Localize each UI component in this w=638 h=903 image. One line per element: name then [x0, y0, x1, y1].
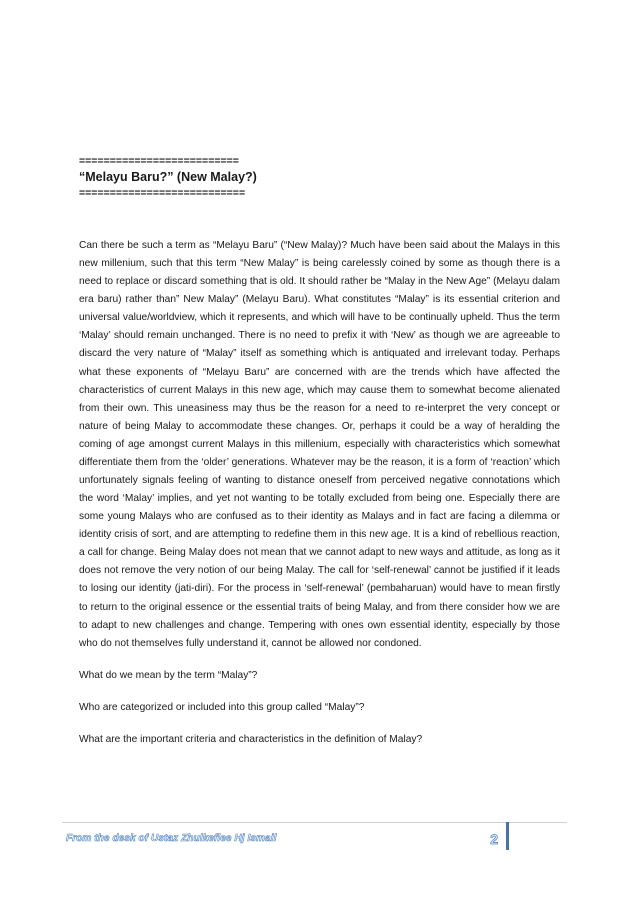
page-footer	[62, 822, 506, 851]
section-header	[79, 154, 379, 200]
footer-credit: From the desk of Ustaz Zhulkeflee Hj Ismail	[66, 833, 277, 844]
body-text	[79, 237, 560, 749]
rule-top: ==========================	[79, 155, 239, 167]
question-3: What are the important criteria and characteristics in the definition of Malay?	[79, 733, 423, 745]
main-paragraph: Can there be such a term as “Melayu Baru” (“New Malay)? Much have been said about the Malays in this new millenium, such that this term “New Malay” is being carelessly coined by some as though there is a need to replace or discard something that is old. It should rather be “Malay in the New Age” (Melayu dalam era baru) rather than” New Malay” (Melayu Baru). What constitutes “Malay” is its essential criterion and universal value/worldview, which it represents, and which will have to be continually upheld. Thus the term ‘Malay’ should remain unchanged. There is no need to prefix it with ‘New’ as though we are agreeable to discard the very nature of “Malay” itself as something which is antiquated and irrelevant today. Perhaps what these exponents of “Melayu Baru” are concerned with are the trends which have affected the characteristics of current Malays in this new age, which may cause them to somewhat become alienated from their own. This uneasiness may thus be the reason for a need to re-interpret the very concept or nature of being Malay to accommodate these changes. Or, perhaps it could be a way of heralding the coming of age amongst current Malays in this millenium, especially with characteristics which somewhat differentiate them from the ‘older’ generations. Whatever may be the reason, it is a form of ‘reaction’ which unfortunately signals feeling of wanting to distance oneself from perceived negative connotations which the word ‘Malay’ implies, and yet not wanting to be totally excluded from being one. Especially there are some young Malays who are confused as to their identity as Malays and in fact are facing a dilemma or identity crisis of sort, and are attempting to redefine them in this new age. It is a kind of rebellious reaction, a call for change. Being Malay does not mean that we cannot adapt to new ways and attitude, as long as it does not remove the very notion of our being Malay. The call for ‘self-renewal’ cannot be justified if it leads to losing our identity (jati-diri). For the process in ‘self-renewal’ (pembaharuan) would have to mean firstly to return to the original essence or the essential traits of being Malay, and from there consider how we are to adapt to new challenges and change. Tempering with ones own essential identity, especially by those who do not themselves fully understand it, cannot be allowed nor condoned.	[79, 240, 560, 649]
section-title: “Melayu Baru?” (New Malay?)	[79, 170, 257, 184]
footer-rule	[509, 822, 567, 823]
footer-divider	[506, 822, 509, 850]
question-1: What do we mean by the term “Malay”?	[79, 669, 258, 681]
page-number: 2	[490, 831, 498, 847]
rule-bottom: ===========================	[79, 187, 246, 199]
question-2: Who are categorized or included into this group called “Malay”?	[79, 701, 365, 713]
